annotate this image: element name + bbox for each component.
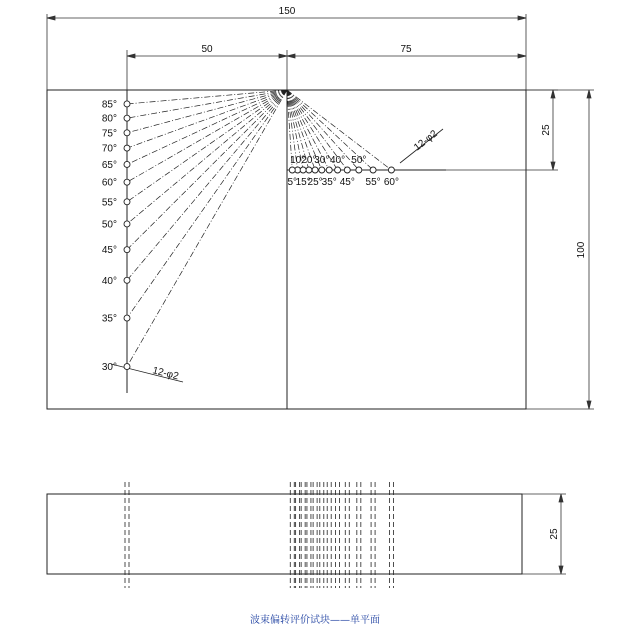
hole-angle-label: 25°	[307, 177, 323, 188]
hole-angle-label: 20°	[301, 155, 317, 166]
hole-marker	[124, 199, 130, 205]
dim-row-depth-label: 25	[541, 124, 552, 136]
hole-angle-label: 40°	[101, 275, 117, 287]
dimension-overall-width	[47, 14, 526, 90]
hole-marker	[124, 364, 130, 370]
hole-angle-label: 15°	[295, 177, 311, 188]
hole-angle-label: 80°	[101, 113, 117, 125]
side-view-hole-lines	[125, 482, 393, 588]
hole-angle-label: 45°	[339, 177, 355, 188]
hole-marker	[124, 247, 130, 253]
hole-angle-label: 35°	[101, 313, 117, 325]
left-beam-lines	[127, 90, 287, 367]
dim-left-offset-label: 50	[201, 44, 213, 55]
dim-overall-width-label: 150	[278, 6, 296, 17]
dimension-left-offset	[127, 50, 287, 90]
hole-marker	[124, 221, 130, 227]
hole-angle-label: 60°	[101, 177, 117, 189]
dim-right-offset-label: 75	[400, 44, 412, 55]
hole-angle-label: 55°	[365, 177, 381, 188]
hole-angle-label: 30°	[314, 155, 330, 166]
hole-marker	[300, 167, 306, 173]
hole-marker	[388, 167, 394, 173]
hole-marker	[124, 101, 130, 107]
beam-line	[127, 90, 287, 367]
hole-angle-label: 45°	[101, 245, 117, 257]
hole-angle-label: 50°	[101, 219, 117, 231]
beam-line	[127, 90, 287, 224]
dim-thickness-label: 25	[549, 528, 560, 540]
hole-angle-label: 60°	[383, 177, 399, 188]
hole-angle-label: 35°	[321, 177, 337, 188]
left-hole-column	[102, 99, 130, 373]
dim-height-label: 100	[576, 241, 587, 259]
beam-line	[127, 90, 287, 104]
hole-marker	[289, 167, 295, 173]
hole-angle-label: 50°	[351, 155, 367, 166]
beam-line	[127, 90, 287, 164]
hole-marker	[356, 167, 362, 173]
side-view-outline	[47, 494, 522, 574]
hole-marker	[124, 115, 130, 121]
hole-marker	[306, 167, 312, 173]
hole-angle-label: 55°	[101, 197, 117, 209]
hole-angle-label: 5°	[287, 177, 298, 188]
beam-line	[127, 90, 287, 133]
drawing-caption: 波束偏转评价试块——单平面	[250, 615, 380, 626]
hole-angle-label: 30°	[101, 362, 117, 374]
hole-angle-label: 85°	[101, 99, 117, 111]
hole-angle-label: 10°	[290, 155, 306, 166]
hole-angle-label: 65°	[101, 159, 117, 171]
hole-angle-label: 40°	[330, 155, 346, 166]
hole-marker	[124, 145, 130, 151]
hole-marker	[344, 167, 350, 173]
hole-marker	[370, 167, 376, 173]
hole-marker	[312, 167, 318, 173]
right-hole-row	[287, 155, 398, 188]
hole-marker	[326, 167, 332, 173]
hole-marker	[124, 161, 130, 167]
hole-marker	[124, 277, 130, 283]
hole-marker	[319, 167, 325, 173]
hole-angle-label: 70°	[101, 143, 117, 155]
hole-marker	[124, 315, 130, 321]
hole-angle-label: 75°	[101, 128, 117, 140]
hole-marker	[335, 167, 341, 173]
left-hole-spec: 12-φ2	[151, 365, 180, 383]
hole-marker	[124, 130, 130, 136]
hole-marker	[124, 179, 130, 185]
beam-line	[127, 90, 287, 250]
right-hole-spec: 12-φ2	[412, 128, 440, 154]
